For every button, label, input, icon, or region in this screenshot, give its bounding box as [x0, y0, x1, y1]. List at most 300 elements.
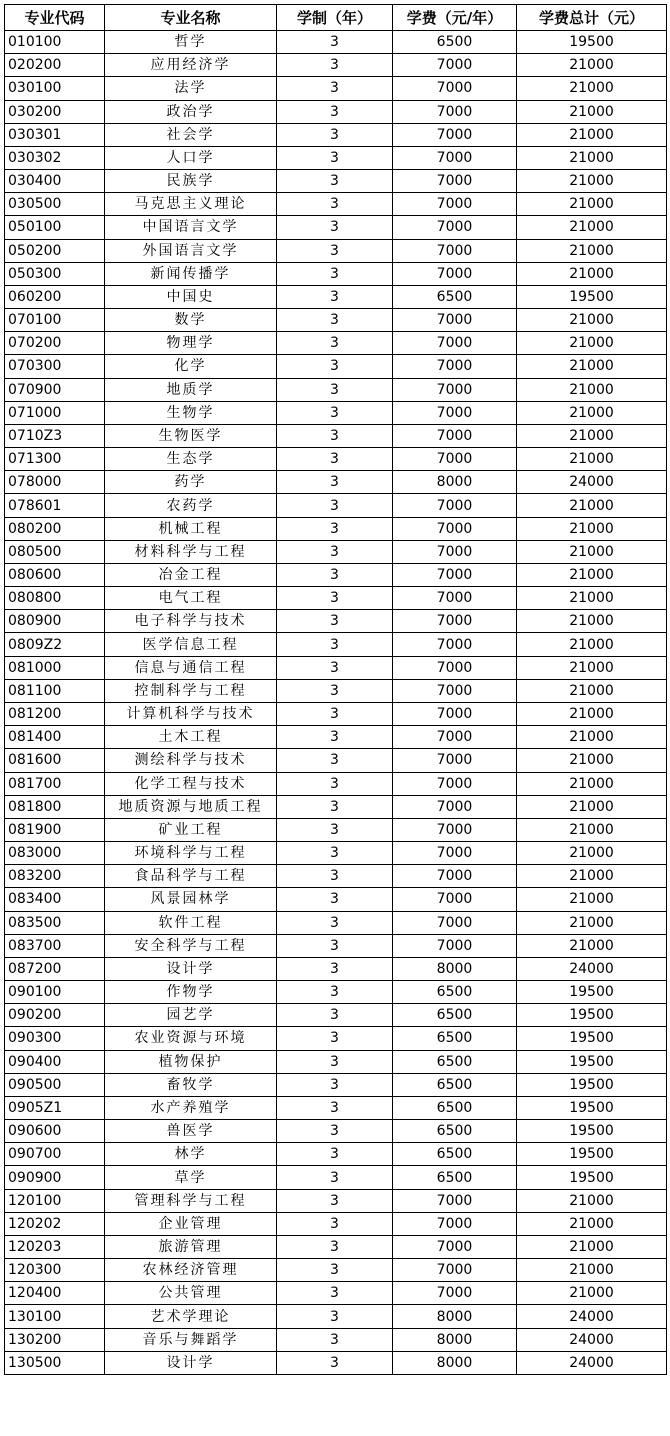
major-name-cell: 兽医学 [105, 1120, 277, 1143]
table-row [5, 1235, 667, 1258]
major-code-cell: 090500 [5, 1073, 105, 1096]
annual-fee-cell: 6500 [393, 1166, 517, 1189]
duration-cell: 3 [277, 563, 393, 586]
major-code-cell: 130500 [5, 1351, 105, 1374]
major-code-cell: 087200 [5, 957, 105, 980]
duration-cell: 3 [277, 77, 393, 100]
total-fee-cell: 21000 [517, 795, 667, 818]
major-code-cell: 130100 [5, 1305, 105, 1328]
annual-fee-cell: 7000 [393, 679, 517, 702]
total-fee-cell: 21000 [517, 494, 667, 517]
total-fee-cell: 19500 [517, 1096, 667, 1119]
duration-cell: 3 [277, 610, 393, 633]
table-row [5, 239, 667, 262]
major-code-cell: 081700 [5, 772, 105, 795]
duration-cell: 3 [277, 517, 393, 540]
table-row [5, 1166, 667, 1189]
major-code-cell: 090600 [5, 1120, 105, 1143]
annual-fee-cell: 6500 [393, 1143, 517, 1166]
annual-fee-cell: 6500 [393, 1120, 517, 1143]
duration-cell: 3 [277, 31, 393, 54]
duration-cell: 3 [277, 865, 393, 888]
annual-fee-cell: 6500 [393, 1027, 517, 1050]
major-name-cell: 新闻传播学 [105, 262, 277, 285]
annual-fee-cell: 6500 [393, 1073, 517, 1096]
major-code-cell: 030500 [5, 193, 105, 216]
annual-fee-cell: 7000 [393, 772, 517, 795]
major-code-cell: 030200 [5, 100, 105, 123]
major-code-cell: 120202 [5, 1212, 105, 1235]
total-fee-cell: 21000 [517, 633, 667, 656]
major-code-cell: 010100 [5, 31, 105, 54]
duration-cell: 3 [277, 749, 393, 772]
major-code-cell: 070900 [5, 378, 105, 401]
major-name-cell: 农业资源与环境 [105, 1027, 277, 1050]
total-fee-cell: 21000 [517, 262, 667, 285]
major-name-cell: 林学 [105, 1143, 277, 1166]
major-code-cell: 0809Z2 [5, 633, 105, 656]
table-row [5, 610, 667, 633]
annual-fee-cell: 6500 [393, 1004, 517, 1027]
annual-fee-cell: 7000 [393, 911, 517, 934]
table-row [5, 1189, 667, 1212]
major-name-cell: 中国史 [105, 285, 277, 308]
duration-cell: 3 [277, 1328, 393, 1351]
duration-cell: 3 [277, 1073, 393, 1096]
total-fee-cell: 19500 [517, 1027, 667, 1050]
duration-cell: 3 [277, 957, 393, 980]
major-name-cell: 机械工程 [105, 517, 277, 540]
table-row [5, 378, 667, 401]
major-code-cell: 070300 [5, 355, 105, 378]
total-fee-cell: 21000 [517, 1235, 667, 1258]
major-name-cell: 应用经济学 [105, 54, 277, 77]
duration-cell: 3 [277, 795, 393, 818]
major-name-cell: 公共管理 [105, 1282, 277, 1305]
major-code-cell: 090100 [5, 981, 105, 1004]
major-name-cell: 药学 [105, 471, 277, 494]
duration-cell: 3 [277, 702, 393, 725]
duration-cell: 3 [277, 146, 393, 169]
major-code-cell: 050100 [5, 216, 105, 239]
major-name-cell: 管理科学与工程 [105, 1189, 277, 1212]
total-fee-cell: 21000 [517, 934, 667, 957]
annual-fee-cell: 7000 [393, 448, 517, 471]
major-name-cell: 哲学 [105, 31, 277, 54]
total-fee-cell: 21000 [517, 309, 667, 332]
total-fee-cell: 21000 [517, 193, 667, 216]
major-name-cell: 设计学 [105, 1351, 277, 1374]
major-name-cell: 社会学 [105, 123, 277, 146]
header-duration: 学制（年） [277, 5, 393, 31]
table-row [5, 448, 667, 471]
table-row [5, 332, 667, 355]
total-fee-cell: 19500 [517, 1004, 667, 1027]
duration-cell: 3 [277, 1143, 393, 1166]
annual-fee-cell: 7000 [393, 401, 517, 424]
annual-fee-cell: 7000 [393, 702, 517, 725]
major-code-cell: 090300 [5, 1027, 105, 1050]
annual-fee-cell: 7000 [393, 355, 517, 378]
total-fee-cell: 21000 [517, 332, 667, 355]
major-code-cell: 083700 [5, 934, 105, 957]
major-code-cell: 050300 [5, 262, 105, 285]
major-code-cell: 081000 [5, 656, 105, 679]
total-fee-cell: 21000 [517, 818, 667, 841]
total-fee-cell: 21000 [517, 239, 667, 262]
major-code-cell: 090200 [5, 1004, 105, 1027]
total-fee-cell: 21000 [517, 146, 667, 169]
annual-fee-cell: 7000 [393, 795, 517, 818]
major-code-cell: 080500 [5, 540, 105, 563]
annual-fee-cell: 7000 [393, 494, 517, 517]
table-row [5, 656, 667, 679]
annual-fee-cell: 7000 [393, 378, 517, 401]
annual-fee-cell: 8000 [393, 1351, 517, 1374]
major-name-cell: 作物学 [105, 981, 277, 1004]
major-name-cell: 马克思主义理论 [105, 193, 277, 216]
table-row [5, 563, 667, 586]
major-name-cell: 地质资源与地质工程 [105, 795, 277, 818]
annual-fee-cell: 6500 [393, 981, 517, 1004]
annual-fee-cell: 7000 [393, 633, 517, 656]
total-fee-cell: 21000 [517, 1189, 667, 1212]
duration-cell: 3 [277, 401, 393, 424]
major-name-cell: 民族学 [105, 170, 277, 193]
duration-cell: 3 [277, 309, 393, 332]
total-fee-cell: 19500 [517, 1073, 667, 1096]
major-code-cell: 081400 [5, 726, 105, 749]
major-name-cell: 测绘科学与技术 [105, 749, 277, 772]
major-code-cell: 078601 [5, 494, 105, 517]
table-row [5, 517, 667, 540]
table-row [5, 262, 667, 285]
total-fee-cell: 21000 [517, 517, 667, 540]
annual-fee-cell: 7000 [393, 100, 517, 123]
table-row [5, 401, 667, 424]
duration-cell: 3 [277, 1305, 393, 1328]
duration-cell: 3 [277, 54, 393, 77]
total-fee-cell: 19500 [517, 981, 667, 1004]
total-fee-cell: 24000 [517, 1351, 667, 1374]
major-code-cell: 083500 [5, 911, 105, 934]
major-code-cell: 081900 [5, 818, 105, 841]
major-name-cell: 冶金工程 [105, 563, 277, 586]
annual-fee-cell: 7000 [393, 726, 517, 749]
major-code-cell: 081800 [5, 795, 105, 818]
major-name-cell: 园艺学 [105, 1004, 277, 1027]
annual-fee-cell: 7000 [393, 563, 517, 586]
duration-cell: 3 [277, 332, 393, 355]
duration-cell: 3 [277, 448, 393, 471]
major-name-cell: 法学 [105, 77, 277, 100]
table-row [5, 726, 667, 749]
annual-fee-cell: 7000 [393, 1259, 517, 1282]
duration-cell: 3 [277, 1282, 393, 1305]
duration-cell: 3 [277, 494, 393, 517]
duration-cell: 3 [277, 1351, 393, 1374]
major-code-cell: 090700 [5, 1143, 105, 1166]
major-code-cell: 071000 [5, 401, 105, 424]
table-row [5, 1212, 667, 1235]
duration-cell: 3 [277, 123, 393, 146]
table-row [5, 818, 667, 841]
major-code-cell: 083400 [5, 888, 105, 911]
major-name-cell: 矿业工程 [105, 818, 277, 841]
annual-fee-cell: 6500 [393, 285, 517, 308]
header-row [5, 5, 667, 31]
table-row [5, 702, 667, 725]
table-row [5, 54, 667, 77]
table-row [5, 1120, 667, 1143]
annual-fee-cell: 7000 [393, 1189, 517, 1212]
table-row [5, 587, 667, 610]
major-name-cell: 旅游管理 [105, 1235, 277, 1258]
duration-cell: 3 [277, 471, 393, 494]
table-row [5, 355, 667, 378]
total-fee-cell: 21000 [517, 540, 667, 563]
annual-fee-cell: 7000 [393, 818, 517, 841]
annual-fee-cell: 7000 [393, 888, 517, 911]
major-name-cell: 企业管理 [105, 1212, 277, 1235]
major-name-cell: 数学 [105, 309, 277, 332]
total-fee-cell: 21000 [517, 424, 667, 447]
duration-cell: 3 [277, 587, 393, 610]
major-code-cell: 078000 [5, 471, 105, 494]
duration-cell: 3 [277, 355, 393, 378]
annual-fee-cell: 7000 [393, 587, 517, 610]
duration-cell: 3 [277, 818, 393, 841]
duration-cell: 3 [277, 911, 393, 934]
major-name-cell: 风景园林学 [105, 888, 277, 911]
total-fee-cell: 21000 [517, 170, 667, 193]
major-code-cell: 083200 [5, 865, 105, 888]
header-annual-fee: 学费（元/年） [393, 5, 517, 31]
major-code-cell: 030301 [5, 123, 105, 146]
duration-cell: 3 [277, 170, 393, 193]
major-name-cell: 电子科学与技术 [105, 610, 277, 633]
total-fee-cell: 21000 [517, 216, 667, 239]
annual-fee-cell: 6500 [393, 1050, 517, 1073]
duration-cell: 3 [277, 1235, 393, 1258]
table-row [5, 1351, 667, 1374]
major-name-cell: 地质学 [105, 378, 277, 401]
annual-fee-cell: 7000 [393, 424, 517, 447]
table-row [5, 934, 667, 957]
duration-cell: 3 [277, 239, 393, 262]
major-code-cell: 071300 [5, 448, 105, 471]
table-row [5, 1027, 667, 1050]
annual-fee-cell: 8000 [393, 1328, 517, 1351]
major-code-cell: 030302 [5, 146, 105, 169]
table-row [5, 216, 667, 239]
major-name-cell: 设计学 [105, 957, 277, 980]
major-code-cell: 090900 [5, 1166, 105, 1189]
major-name-cell: 生态学 [105, 448, 277, 471]
table-row [5, 1050, 667, 1073]
major-code-cell: 130200 [5, 1328, 105, 1351]
duration-cell: 3 [277, 285, 393, 308]
total-fee-cell: 21000 [517, 1282, 667, 1305]
duration-cell: 3 [277, 1212, 393, 1235]
annual-fee-cell: 7000 [393, 332, 517, 355]
major-code-cell: 083000 [5, 842, 105, 865]
annual-fee-cell: 8000 [393, 957, 517, 980]
annual-fee-cell: 6500 [393, 1096, 517, 1119]
major-code-cell: 120400 [5, 1282, 105, 1305]
major-code-cell: 0905Z1 [5, 1096, 105, 1119]
table-row [5, 1096, 667, 1119]
tuition-table [4, 4, 667, 1375]
table-row [5, 31, 667, 54]
duration-cell: 3 [277, 540, 393, 563]
major-name-cell: 电气工程 [105, 587, 277, 610]
duration-cell: 3 [277, 1027, 393, 1050]
major-name-cell: 政治学 [105, 100, 277, 123]
table-row [5, 633, 667, 656]
duration-cell: 3 [277, 193, 393, 216]
major-code-cell: 090400 [5, 1050, 105, 1073]
table-row [5, 865, 667, 888]
table-row [5, 1282, 667, 1305]
annual-fee-cell: 7000 [393, 216, 517, 239]
total-fee-cell: 21000 [517, 77, 667, 100]
total-fee-cell: 21000 [517, 355, 667, 378]
total-fee-cell: 24000 [517, 957, 667, 980]
duration-cell: 3 [277, 934, 393, 957]
major-code-cell: 060200 [5, 285, 105, 308]
annual-fee-cell: 7000 [393, 1282, 517, 1305]
header-major-name: 专业名称 [105, 5, 277, 31]
table-row [5, 123, 667, 146]
table-row [5, 1259, 667, 1282]
duration-cell: 3 [277, 262, 393, 285]
major-name-cell: 生物医学 [105, 424, 277, 447]
major-name-cell: 计算机科学与技术 [105, 702, 277, 725]
annual-fee-cell: 7000 [393, 309, 517, 332]
duration-cell: 3 [277, 1189, 393, 1212]
major-code-cell: 080800 [5, 587, 105, 610]
duration-cell: 3 [277, 378, 393, 401]
total-fee-cell: 19500 [517, 31, 667, 54]
total-fee-cell: 21000 [517, 123, 667, 146]
table-row [5, 285, 667, 308]
major-code-cell: 081600 [5, 749, 105, 772]
table-row [5, 842, 667, 865]
duration-cell: 3 [277, 981, 393, 1004]
duration-cell: 3 [277, 1166, 393, 1189]
major-code-cell: 080200 [5, 517, 105, 540]
major-code-cell: 120300 [5, 1259, 105, 1282]
major-name-cell: 外国语言文学 [105, 239, 277, 262]
total-fee-cell: 19500 [517, 285, 667, 308]
duration-cell: 3 [277, 216, 393, 239]
total-fee-cell: 21000 [517, 448, 667, 471]
duration-cell: 3 [277, 100, 393, 123]
total-fee-cell: 21000 [517, 656, 667, 679]
major-name-cell: 材料科学与工程 [105, 540, 277, 563]
total-fee-cell: 19500 [517, 1050, 667, 1073]
duration-cell: 3 [277, 656, 393, 679]
major-name-cell: 水产养殖学 [105, 1096, 277, 1119]
annual-fee-cell: 7000 [393, 540, 517, 563]
major-code-cell: 020200 [5, 54, 105, 77]
total-fee-cell: 19500 [517, 1120, 667, 1143]
table-row [5, 309, 667, 332]
major-name-cell: 物理学 [105, 332, 277, 355]
total-fee-cell: 21000 [517, 772, 667, 795]
major-code-cell: 0710Z3 [5, 424, 105, 447]
major-name-cell: 植物保护 [105, 1050, 277, 1073]
annual-fee-cell: 7000 [393, 865, 517, 888]
annual-fee-cell: 7000 [393, 517, 517, 540]
total-fee-cell: 21000 [517, 610, 667, 633]
total-fee-cell: 24000 [517, 1305, 667, 1328]
major-name-cell: 安全科学与工程 [105, 934, 277, 957]
major-name-cell: 环境科学与工程 [105, 842, 277, 865]
total-fee-cell: 19500 [517, 1143, 667, 1166]
total-fee-cell: 21000 [517, 865, 667, 888]
annual-fee-cell: 7000 [393, 656, 517, 679]
total-fee-cell: 21000 [517, 563, 667, 586]
table-row [5, 494, 667, 517]
table-row [5, 77, 667, 100]
table-row [5, 471, 667, 494]
total-fee-cell: 21000 [517, 749, 667, 772]
table-row [5, 888, 667, 911]
table-row [5, 795, 667, 818]
major-name-cell: 农林经济管理 [105, 1259, 277, 1282]
major-name-cell: 化学 [105, 355, 277, 378]
major-code-cell: 050200 [5, 239, 105, 262]
major-name-cell: 人口学 [105, 146, 277, 169]
annual-fee-cell: 7000 [393, 146, 517, 169]
total-fee-cell: 21000 [517, 911, 667, 934]
header-major-code: 专业代码 [5, 5, 105, 31]
major-name-cell: 化学工程与技术 [105, 772, 277, 795]
annual-fee-cell: 7000 [393, 193, 517, 216]
total-fee-cell: 24000 [517, 1328, 667, 1351]
table-row [5, 146, 667, 169]
duration-cell: 3 [277, 888, 393, 911]
major-code-cell: 030400 [5, 170, 105, 193]
major-name-cell: 食品科学与工程 [105, 865, 277, 888]
annual-fee-cell: 7000 [393, 749, 517, 772]
annual-fee-cell: 7000 [393, 170, 517, 193]
table-row [5, 749, 667, 772]
duration-cell: 3 [277, 679, 393, 702]
annual-fee-cell: 7000 [393, 77, 517, 100]
duration-cell: 3 [277, 842, 393, 865]
total-fee-cell: 21000 [517, 702, 667, 725]
major-code-cell: 120203 [5, 1235, 105, 1258]
annual-fee-cell: 7000 [393, 123, 517, 146]
duration-cell: 3 [277, 1259, 393, 1282]
table-row [5, 170, 667, 193]
major-name-cell: 农药学 [105, 494, 277, 517]
table-row [5, 1305, 667, 1328]
annual-fee-cell: 7000 [393, 610, 517, 633]
table-row [5, 424, 667, 447]
total-fee-cell: 24000 [517, 471, 667, 494]
major-code-cell: 081200 [5, 702, 105, 725]
major-code-cell: 080600 [5, 563, 105, 586]
total-fee-cell: 21000 [517, 1212, 667, 1235]
table-row [5, 957, 667, 980]
duration-cell: 3 [277, 772, 393, 795]
table-row [5, 1143, 667, 1166]
annual-fee-cell: 8000 [393, 471, 517, 494]
